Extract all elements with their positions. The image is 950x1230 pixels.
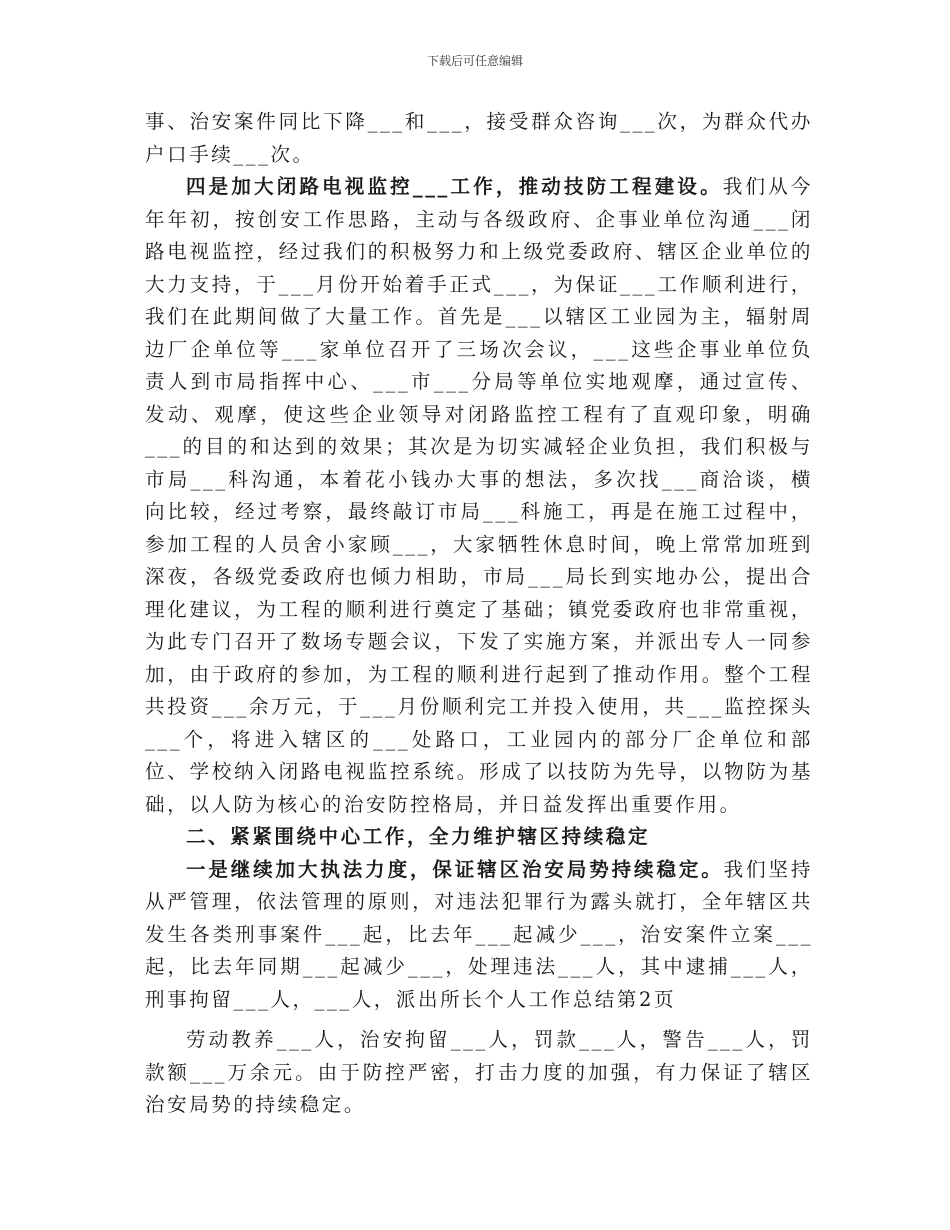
paragraph-text: 事、治安案件同比下降___和___，接受群众咨询___次，为群众代办户口手续___次。 xyxy=(145,110,813,166)
page-header: 下载后可任意编辑 xyxy=(426,54,523,68)
paragraph-text: 我们从今年年初，按创安工作思路，主动与各级政府、企事业单位沟通___闭路电视监控，经过我们的积极努力和上级党委政府、辖区企业单位的大力支持，于___月份开始着手正式___，为保证___工作顺利进行，我们在此期间做了大量工作。首先是___以辖区工业园为主，辐射周边厂企单位等___家单位召开了三场次会议，___这些企事业单位负责人到市局指挥中心、___市___分局等单位实地观摩，通过宣传、发动、观摩，使这些企业领导对闭路监控工程有了直观印象，明确___的目的和达到的效果；其次是为切实减轻企业负担，我们积极与市局___科沟通，本着花小钱办大事的想法，多次找___商洽谈，横向比较，经过考察，最终敲订市局___科施工，再是在施工过程中，参加工程的人员舍小家顾___，大家牺牲休息时间，晚上常常加班到深夜，各级党委政府也倾力相助，市局___局长到实地办公，提出合理化建议，为工程的顺利进行奠定了基础；镇党委政府也非常重视，为此专门召开了数场专题会议，下发了实施方案，并派出专人一同参加，由于政府的参加，为工程的顺利进行起到了推动作用。整个工程共投资___余万元，于___月份顺利完工并投入使用，共___监控探头___个，将进入辖区的___处路口，工业园内的部分厂企单位和部位、学校纳入闭路电视监控系统。形成了以技防为先导，以物防为基础，以人防为核心的治安防控格局，并日益发挥出重要作用。 xyxy=(145,175,813,816)
paragraph-3 xyxy=(145,854,813,1017)
paragraph-2 xyxy=(145,171,813,821)
paragraph-4 xyxy=(145,1024,813,1122)
document-body xyxy=(145,106,813,1122)
paragraph-lead: 四是加大闭路电视监控___工作，推动技防工程建设。 xyxy=(185,175,723,198)
paragraph-text: 劳动教养___人，治安拘留___人，罚款___人，警告___人，罚款额___万余元。由于防控严密，打击力度的加强，有力保证了辖区治安局势的持续稳定。 xyxy=(145,1028,813,1116)
paragraph-1 xyxy=(145,106,813,171)
paragraph-text: 我们坚持从严管理，依法管理的原则，对违法犯罪行为露头就打，全年辖区共发生各类刑事案件___起，比去年___起减少___，治安案件立案___起，比去年同期___起减少___，处理违法___人，其中逮捕___人，刑事拘留___人，___人，派出所长个人工作总结第2页 xyxy=(145,857,813,1011)
section-heading xyxy=(145,821,813,854)
section-heading-text: 二、紧紧围绕中心工作，全力维护辖区持续稳定 xyxy=(185,825,651,848)
paragraph-lead: 一是继续加大执法力度，保证辖区治安局势持续稳定。 xyxy=(185,857,724,881)
